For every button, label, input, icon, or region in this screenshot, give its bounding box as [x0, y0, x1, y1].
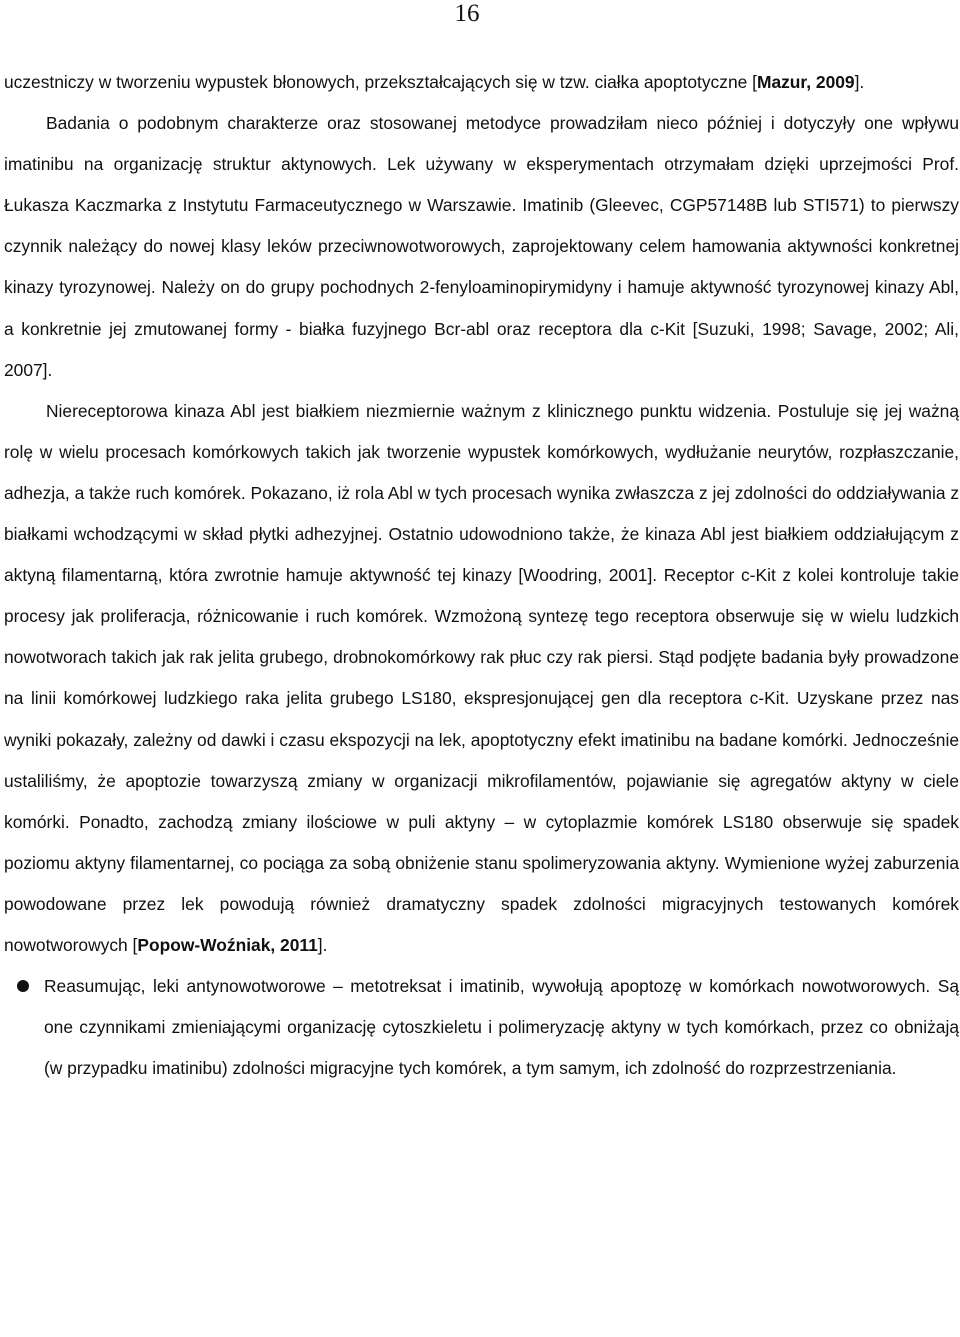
paragraph-imatinib: Badania o podobnym charakterze oraz stosowanej metodyce prowadziłam nieco później i dotyczyły one wpływu imatinibu na organizację struktur aktynowych. Lek używany w eksperymentach otrzymałam dzięki uprzejmości Prof. Łukasza Kaczmarka z Instytutu Farmaceutycznego w Warszawie. Imatinib (Gleevec, CGP57148B lub STI571) to pierwszy czynnik należący do nowej klasy leków przeciwnowotworowych, zaprojektowany celem hamowania aktywności konkretnej kinazy tyrozynowej. Należy on do grupy pochodnych 2-fenyloaminopirymidyny i hamuje aktywność tyrozynowej kinazy Abl, a konkretnie jej zmutowanej formy - białka fuzyjnego Bcr-abl oraz receptora dla c-Kit [Suzuki, 1998; Savage, 2002; Ali, 2007].: [4, 113, 959, 380]
citation: Popow-Woźniak, 2011: [137, 934, 318, 955]
paragraph-text: uczestniczy w tworzeniu wypustek błonowych, przekształcających się w tzw. ciałka apoptotyczne [: [4, 72, 757, 92]
paragraph-abl-kinase: [4, 391, 959, 966]
paragraph-text-end: ].: [317, 934, 328, 955]
page-number: 16: [454, 0, 480, 27]
summary-bullet: [4, 966, 959, 1089]
paragraph-text-end: ].: [854, 72, 865, 92]
paragraph-text: Niereceptorowa kinaza Abl jest białkiem niezmiernie ważnym z klinicznego punktu widzenia. Postuluje się jej ważną rolę w wielu procesach komórkowych takich jak tworzenie wypustek komórkowych, wydłużanie neurytów, rozpłaszczanie, adhezja, a także ruch komórek. Pokazano, iż rola Abl w tych procesach wynika zwłaszcza z jej zdolności do oddziaływania z białkami wchodzącymi w skład płytki adhezyjnej. Ostatnio udowodniono także, że kinaza Abl jest białkiem oddziałującym z aktyną filamentarną, która zwrotnie hamuje aktywność tej kinazy [Woodring, 2001]. Receptor c-Kit z kolei kontroluje takie procesy jak proliferacja, różnicowanie i ruch komórek. Wzmożoną syntezę tego receptora obserwuje się w wielu ludzkich nowotworach takich jak rak jelita grubego, drobnokomórkowy rak płuc czy rak piersi. Stąd podjęte badania były prowadzone na linii komórkowej ludzkiego raka jelita grubego LS180, ekspresjonującej gen dla receptora c-Kit. Uzyskane przez nas wyniki pokazały, zależny od dawki i czasu ekspozycji na lek, apoptotyczny efekt imatinibu na badane komórki. Jednocześnie ustaliliśmy, że apoptozie towarzyszą zmiany w organizacji mikrofilamentów, pojawianie się agregatów aktyny w ciele komórki. Ponadto, zachodzą zmiany ilościowe w puli aktyny – w cytoplazmie komórek LS180 obserwuje się spadek poziomu aktyny filamentarnej, co pociąga za sobą obniżenie stanu spolimeryzowania aktyny. Wymienione wyżej zaburzenia powodowane przez lek powodują również dramatyczny spadek zdolności migracyjnych testowanych komórek nowotworowych [: [4, 400, 960, 955]
document-body: [4, 62, 959, 1089]
paragraph-apoptotic-bodies: [4, 62, 959, 103]
citation: Mazur, 2009: [756, 72, 855, 92]
bullet-icon: [17, 980, 29, 992]
summary-text: Reasumując, leki antynowotworowe – metotreksat i imatinib, wywołują apoptozę w komórkach nowotworowych. Są one czynnikami zmieniającymi organizację cytoszkieletu i polimeryzację aktyny w tych komórkach, przez co obniżają (w przypadku imatinibu) zdolności migracyjne tych komórek, a tym samym, ich zdolność do rozprzestrzeniania.: [44, 976, 959, 1079]
